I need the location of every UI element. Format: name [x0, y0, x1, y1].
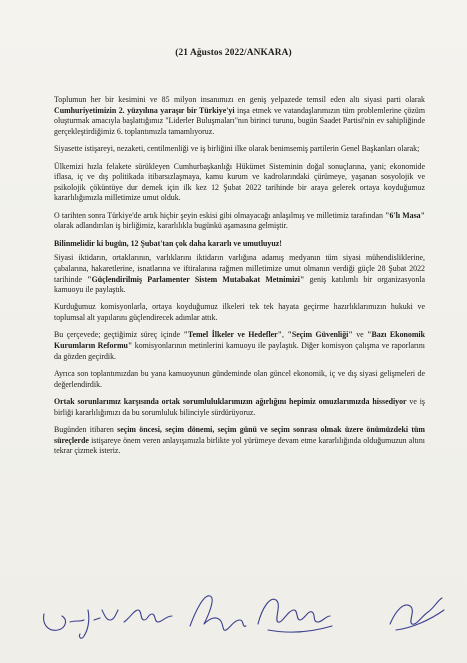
date-heading: (21 Ağustos 2022/ANKARA): [175, 48, 292, 58]
paragraph-8-run-2: "Temel İlkeler ve Hedefler": [183, 330, 283, 340]
signatures-drawing: [40, 580, 467, 660]
paragraph-4-run-3: olarak adlandırılan iş birliğimiz, kararlılıkla bugünkü aşamasına gelmiştir.: [54, 221, 288, 231]
paragraph-1: [54, 95, 425, 137]
paragraph-10-run-1: Ortak sorunlarımız karşısında ortak sorumluluklarımızın ağırlığını hepimiz omuzlarımızda hissediyor: [54, 397, 407, 407]
paragraph-4-run-1: O tarihten sonra Türkiye'de artık hiçbir şeyin eskisi gibi olmayacağı anlaşılmış ve milletimiz tarafından: [54, 210, 386, 220]
paragraph-6-run-1: Siyasi iktidarın, ortaklarının, varlıklarını iktidarın varlığına adamış medyanın tüm siyasi mühendisliklerine, çabalarına, hakaretlerine, isnatlarına ve iftiralarına rağmen milletimize umut olmanın verdiği güçle 28 Şubat 2022 tarihinde: [54, 253, 425, 284]
paragraph-1-run-2: Cumhuriyetimizin 2. yüzyılına yaraşır bir Türkiye'yi: [54, 105, 235, 115]
paragraph-6: [54, 253, 425, 295]
paragraph-2-run-1: Siyasette istişareyi, nezaketi, centilmenliği ve iş birliğini ilke olarak benimsemiş partilerin Genel Başkanları olarak;: [54, 144, 420, 154]
paragraph-3: [54, 162, 425, 204]
paragraph-4-run-2: "6'lı Masa": [385, 210, 425, 220]
paragraph-7-run-1: Kurduğumuz komisyonlarla, ortaya koyduğumuz ilkeleri tek tek hayata geçirme hazırlıklarımızın hukuki ve toplumsal alt yapılarını güçlendirecek adımlar attık.: [54, 302, 425, 323]
paragraph-8-run-4: "Seçim Güvenliği": [287, 330, 353, 340]
paragraph-4: [54, 211, 425, 232]
paragraph-11-run-1: Bugünden itibaren: [54, 425, 118, 435]
paragraph-2: [54, 144, 425, 155]
signature-4: [258, 599, 332, 632]
paragraph-9-run-1: Ayrıca son toplantımızdan bu yana kamuoyunun gündeminde olan güncel ekonomik, iç ve dış siyasi gelişmeleri de değerlendirdik.: [54, 369, 425, 389]
signature-3: [190, 596, 246, 630]
paragraph-1-run-1: Toplumun her bir kesimini ve 85 milyon insanımızı en geniş yelpazede temsil eden altı siyasi parti olarak: [54, 95, 425, 104]
document-body: [54, 95, 425, 464]
signature-5: [390, 598, 444, 630]
paragraph-8-run-7: komisyonlarının metinlerini kamuoyu ile paylaştık. Diğer komisyon çalışma ve raporlarını da gözden geçirdik.: [54, 341, 425, 361]
paragraph-11: [54, 425, 425, 457]
paragraph-8-run-1: Bu çerçevede; geçtiğimiz süreç içinde: [54, 330, 184, 340]
paragraph-8-run-5: ve: [352, 330, 368, 340]
paragraph-8: [54, 330, 425, 362]
signature-1: [44, 610, 118, 638]
paragraph-10-run-2: ve iş birliği kararlılığımızı da bu sorumluluk bilinciyle sürdürüyoruz.: [54, 397, 425, 417]
paragraph-5-run-1: Bilinmelidir ki bugün, 12 Şubat'tan çok daha kararlı ve umutluyuz!: [54, 238, 282, 248]
paragraph-1-run-3: inşa etmek ve vatandaşlarımızın tüm problemlerine çözüm oluşturmak amacıyla başlattığımız "Liderler Buluşmaları"nın birinci turunu, bugün Saadet Partisi'nin ev sahipliğinde gerçekleştirdiğimiz 6. toplantımızla tamamlıyoruz.: [54, 105, 425, 136]
paragraph-7: [54, 302, 425, 323]
paragraph-10: [54, 397, 425, 418]
paragraph-6-run-2: "Güçlendirilmiş Parlamenter Sistem Mutabakat Metnimizi": [87, 274, 305, 284]
paragraph-8-run-3: ,: [282, 330, 288, 340]
paragraph-8-run-6: "Bazı Ekonomik Kurumların Reformu": [54, 330, 425, 351]
paragraph-5: [54, 239, 425, 250]
paragraph-3-run-1: Ülkemizi hızla felakete sürükleyen Cumhurbaşkanlığı Hükümet Sisteminin doğal sonuçlarına, yani; ekonomide iflasa, iç ve dış politikada itibarsızlaşmaya, kamu kurum ve kadrolarındaki çürümeye, yaşanan sosyolojik ve psikolojik çöküntüye dur demek için ilk kez 12 Şubat 2022 tarihinde bir araya gelerek ortaya koyduğumuz kararlılığımızla milletimize umut olduk.: [54, 161, 425, 203]
signatures: [40, 580, 467, 660]
signature-2: [124, 610, 172, 622]
paragraph-11-run-3: istişareye önem veren anlayışımızla birlikte yol yürümeye devam etme kararlılığında olduğumuzun altını tekrar çizmek isteriz.: [54, 435, 425, 456]
paragraph-9: [54, 369, 425, 390]
paragraph-6-run-3: geniş katılımlı bir organizasyonla kamuoyu ile paylaştık.: [54, 274, 425, 295]
paragraph-11-run-2: seçim öncesi, seçim dönemi, seçim günü ve seçim sonrası olmak üzere önümüzdeki tüm süreçlerde: [54, 425, 425, 445]
